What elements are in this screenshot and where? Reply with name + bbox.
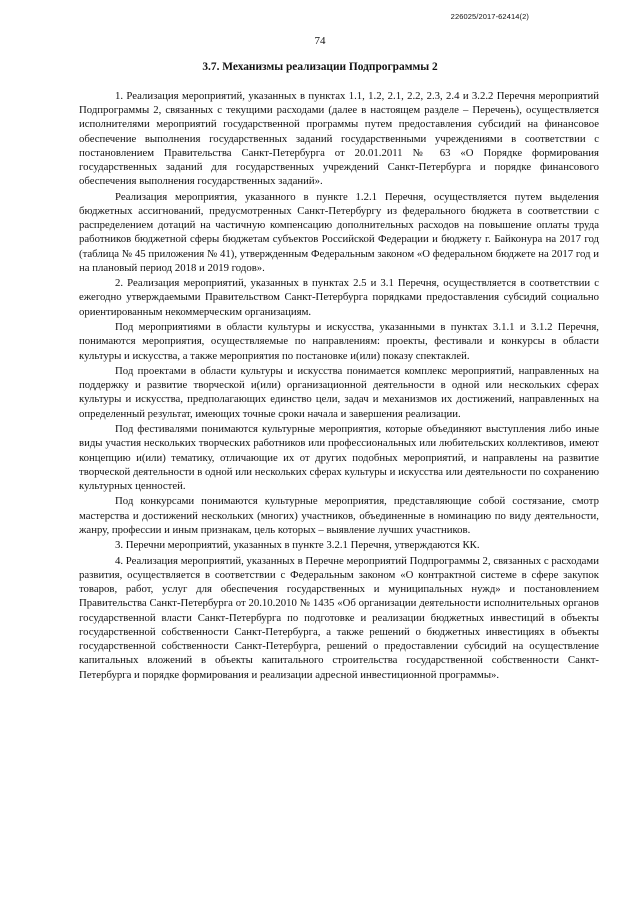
section-title: 3.7. Механизмы реализации Подпрограммы 2 xyxy=(202,61,438,73)
paragraph: Под конкурсами понимаются культурные мероприятия, представляющие собой состязание, смотр мастерства и достижений нескольких (многих) участников, объединенные в номинацию по виду деятельности, жанру, профессии и иным признакам, цель которых – выявление лучших участников. xyxy=(79,495,599,536)
paragraph: Под проектами в области культуры и искусства понимается комплекс мероприятий, направленных на поддержку и развитие творческой и(или) организационной деятельности в одной или нескольких сферах культуры и искусства, предполагающих единство цели, задач и механизмов их достижений, направленных на определенный результат, имеющих точные сроки начала и завершения реализации. xyxy=(79,365,599,420)
paragraph: Реализация мероприятия, указанного в пункте 1.2.1 Перечня, осуществляется путем выделения бюджетных ассигнований, предусмотренных Санкт-Петербургу из федерального бюджета в соответствии с распределением дотаций на частичную компенсацию дополнительных расходов на повышение оплаты труда работников бюджетной сферы бюджетам субъектов Российской Федерации и бюджету г. Байконура на 2017 год (таблица № 45 приложения № 41), утвержденным Федеральным законом «О федеральном бюджете на 2017 год и на плановый период 2018 и 2019 годов». xyxy=(79,190,599,274)
document-body xyxy=(79,89,599,683)
paragraph: 1. Реализация мероприятий, указанных в пунктах 1.1, 1.2, 2.1, 2.2, 2.3, 2.4 и 3.2.2 Перечня мероприятий Подпрограммы 2, связанных с текущими расходами (далее в настоящем разделе – Перечень), осуществляется исполнителями мероприятий государственной программы путем предоставления субсидий на финансовое обеспечение выполнения государственных заданий государственными учреждениями в соответствии с постановлением Правительства Санкт-Петербурга от 20.01.2011 № 63 «О Порядке формирования государственных заданий для государственных учреждений Санкт-Петербурга и порядке финансового обеспечения выполнения государственных заданий». xyxy=(79,90,599,188)
document-id: 226025/2017-62414(2) xyxy=(450,12,529,21)
paragraph: 4. Реализация мероприятий, указанных в Перечне мероприятий Подпрограммы 2, связанных с расходами развития, осуществляется в соответствии с Федеральным законом «О контрактной системе в сфере закупок товаров, работ, услуг для обеспечения государственных и муниципальных нужд» и постановлением Правительства Санкт-Петербурга от 20.10.2010 № 1435 «Об организации деятельности исполнительных органов государственной власти Санкт-Петербурга по подготовке и реализации бюджетных инвестиций в объекты государственной собственности Санкт-Петербурга, а также решений о бюджетных инвестициях в объекты государственной собственности Санкт-Петербурга, решений о предоставлении субсидий на осуществление капитальных вложений в объекты капитального строительства государственной собственности Санкт-Петербурга и порядке формирования и реализации адресной инвестиционной программы». xyxy=(79,554,599,681)
paragraph: Под фестивалями понимаются культурные мероприятия, которые объединяют выступления либо иные виды участия нескольких творческих работников или профессиональных или любительских коллективов, имеют концепцию и(или) тематику, отличающие их от других подобных мероприятий, и направлены на развитие творческой деятельности в одной или нескольких сферах культуры и искусства или деятельности по сохранению культурных ценностей. xyxy=(79,423,599,492)
page-number: 74 xyxy=(314,35,326,47)
paragraph: 3. Перечни мероприятий, указанных в пункте 3.2.1 Перечня, утверждаются КК. xyxy=(115,539,480,552)
paragraph: Под мероприятиями в области культуры и искусства, указанными в пунктах 3.1.1 и 3.1.2 Перечня, понимаются мероприятия, осуществляемые по направлениям: проекты, фестивали и конкурсы в области культуры и искусства, а также мероприятия по постановке и(или) показу спектаклей. xyxy=(79,321,599,362)
paragraph: 2. Реализация мероприятий, указанных в пунктах 2.5 и 3.1 Перечня, осуществляется в соответствии с ежегодно утверждаемыми Правительством Санкт-Петербурга порядками предоставления субсидий социально ориентированным некоммерческим организациям. xyxy=(79,277,599,318)
